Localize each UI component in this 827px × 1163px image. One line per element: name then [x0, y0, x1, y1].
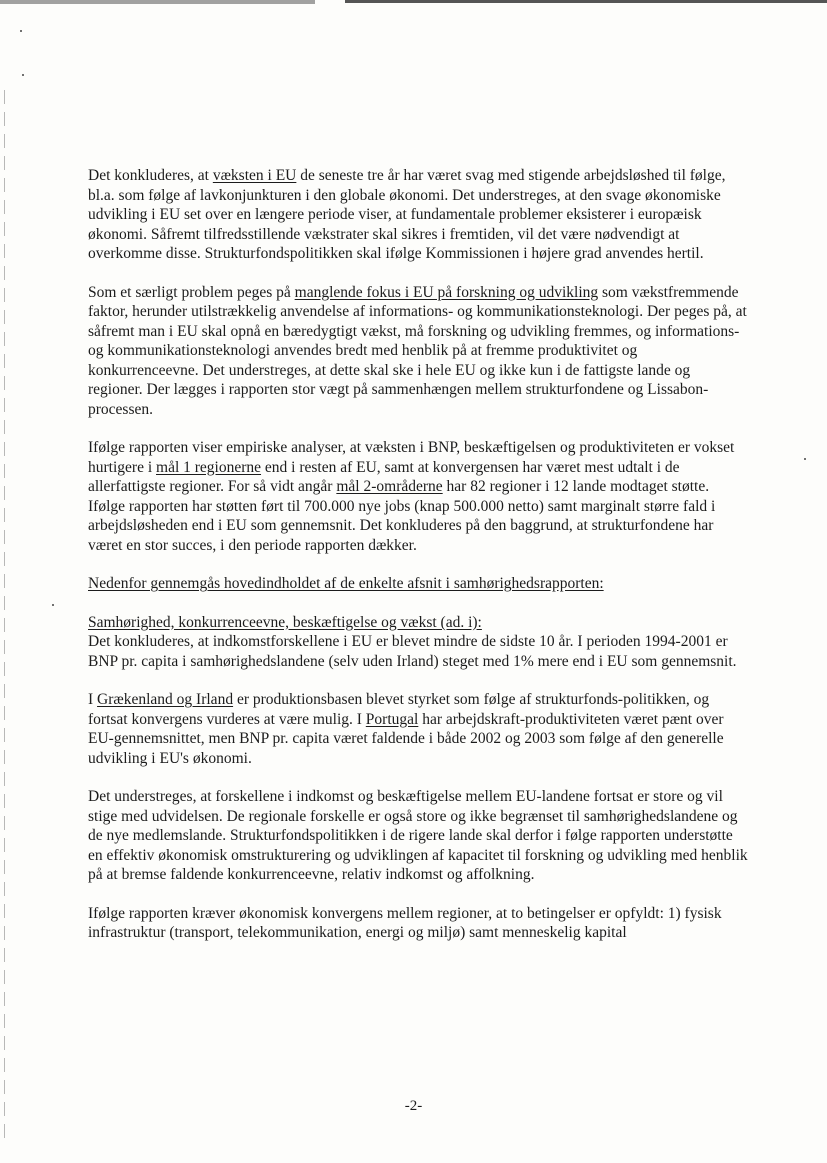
underlined-text: Grækenland og Irland [97, 691, 234, 708]
text-run: I [88, 691, 98, 708]
paragraph [88, 613, 748, 633]
paragraph [88, 787, 748, 885]
text-run: som vækstfremmende faktor, herunder utilstrækkelig anvendelse af informations- og kommunikationsteknologi. Der peges på, at såfremt man i EU skal opnå en bæredygtigt vækst, må forskning og udvikling fremmes, og informations- og kommunikationsteknologi anvendes bredt med henblik på at fremme produktivitet og konkurrenceevne. Det understreges, at dette skal ske i hele EU og ikke kun i de fattigste lande og regioner. Der lægges i rapporten stor vægt på sammenhængen mellem strukturfondene og Lissabon-processen. [88, 283, 747, 418]
scan-edge-left [4, 90, 5, 1140]
scan-speck [804, 458, 806, 460]
text-run: Som et særligt problem peges på [88, 283, 295, 301]
text-run: Ifølge rapporten kræver økonomisk konvergens mellem regioner, at to betingelser er opfyldt: 1) fysisk infrastruktur (transport, telekommunikation, energi og miljø) samt menneskelig kapital [88, 904, 722, 941]
scan-speck [22, 74, 24, 76]
paragraph [88, 166, 748, 264]
scan-speck [52, 604, 54, 606]
underlined-text: mål 1 regionerne [156, 458, 262, 476]
paragraph [88, 904, 748, 943]
text-run: Det understreges, at forskellene i indkomst og beskæftigelse mellem EU-landene fortsat er store og vil stige med udvidelsen. De regionale forskelle er også store og ikke begrænset til samhørighedslandene og de nye medlemslande. Strukturfondspolitikken i de rigere lande skal derfor i følge rapporten understøtte en effektiv økonomisk omstrukturering og udviklingen af kapacitet til forskning og udvikling med henblik på at bremse faldende konkurrenceevne, relativ indkomst og affolkning. [88, 788, 748, 883]
paragraph [88, 690, 748, 768]
text-run: Det konkluderes, at [88, 167, 213, 184]
text-run: Det konkluderes, at indkomstforskellene i EU er blevet mindre de sidste 10 år. I perioden 1994-2001 er BNP pr. capita i samhørighedslandene (selv uden Irland) steget med 1% mere end i EU som gennemsnit. [88, 633, 737, 670]
underlined-text: Samhørighed, konkurrenceevne, beskæftigelse og vækst (ad. i): [88, 613, 482, 631]
text-run: er produktionsbasen blevet styrket som følge af strukturfonds-politikken, og fortsat konvergens vurderes at være mulig. I [88, 691, 710, 728]
paragraph [88, 574, 748, 594]
paragraph [88, 283, 748, 420]
text-run: Ifølge rapporten viser empiriske analyser, at væksten i BNP, beskæftigelsen og produktiviteten er vokset hurtigere i [88, 439, 735, 476]
underlined-text: mål 2-områderne [336, 478, 443, 495]
text-run: har 82 regioner i 12 lande modtaget støtte. Ifølge rapporten har støtten ført til 700.000 nye jobs (knap 500.000 netto) samt marginalt større fald i arbejdsløsheden end i EU som gennemsnit. Det konkluderes på den baggrund, at strukturfondene har været en stor succes, i den periode rapporten dækker. [88, 478, 716, 554]
underlined-text: Nedenfor gennemgås hovedindholdet af de enkelte afsnit i samhørighedsrapporten: [88, 575, 604, 592]
underlined-text: væksten i EU [212, 167, 297, 184]
text-run: end i resten af EU, samt at konvergensen har været mest udtalt i de allerfattigste regioner. For så vidt angår [88, 458, 680, 495]
text-run: har arbejdskraft-produktiviteten været pænt over EU-gennemsnittet, men BNP pr. capita været faldende i både 2002 og 2003 som følge af den generelle udvikling i EU's økonomi. [88, 710, 724, 767]
page-number: -2- [404, 1098, 423, 1114]
scan-edge-top-right [345, 0, 827, 3]
paragraph [88, 438, 748, 555]
document-body [88, 166, 748, 962]
scan-speck [20, 30, 22, 32]
scan-edge-top-left [0, 0, 315, 4]
underlined-text: Portugal [365, 710, 419, 728]
text-run: de seneste tre år har været svag med stigende arbejdsløshed til følge, bl.a. som følge af lavkonjunkturen i den globale økonomi. Det understreges, at den svage økonomiske udvikling i EU set over en længere periode viser, at fundamentale problemer eksisterer i europæisk økonomi. Såfremt tilfredsstillende vækstrater skal sikres i fremtiden, vil det være nødvendigt at overkomme disse. Strukturfondspolitikken skal ifølge Kommissionen i højere grad anvendes hertil. [88, 167, 726, 262]
underlined-text: manglende fokus i EU på forskning og udvikling [294, 283, 599, 301]
paragraph [88, 632, 748, 671]
